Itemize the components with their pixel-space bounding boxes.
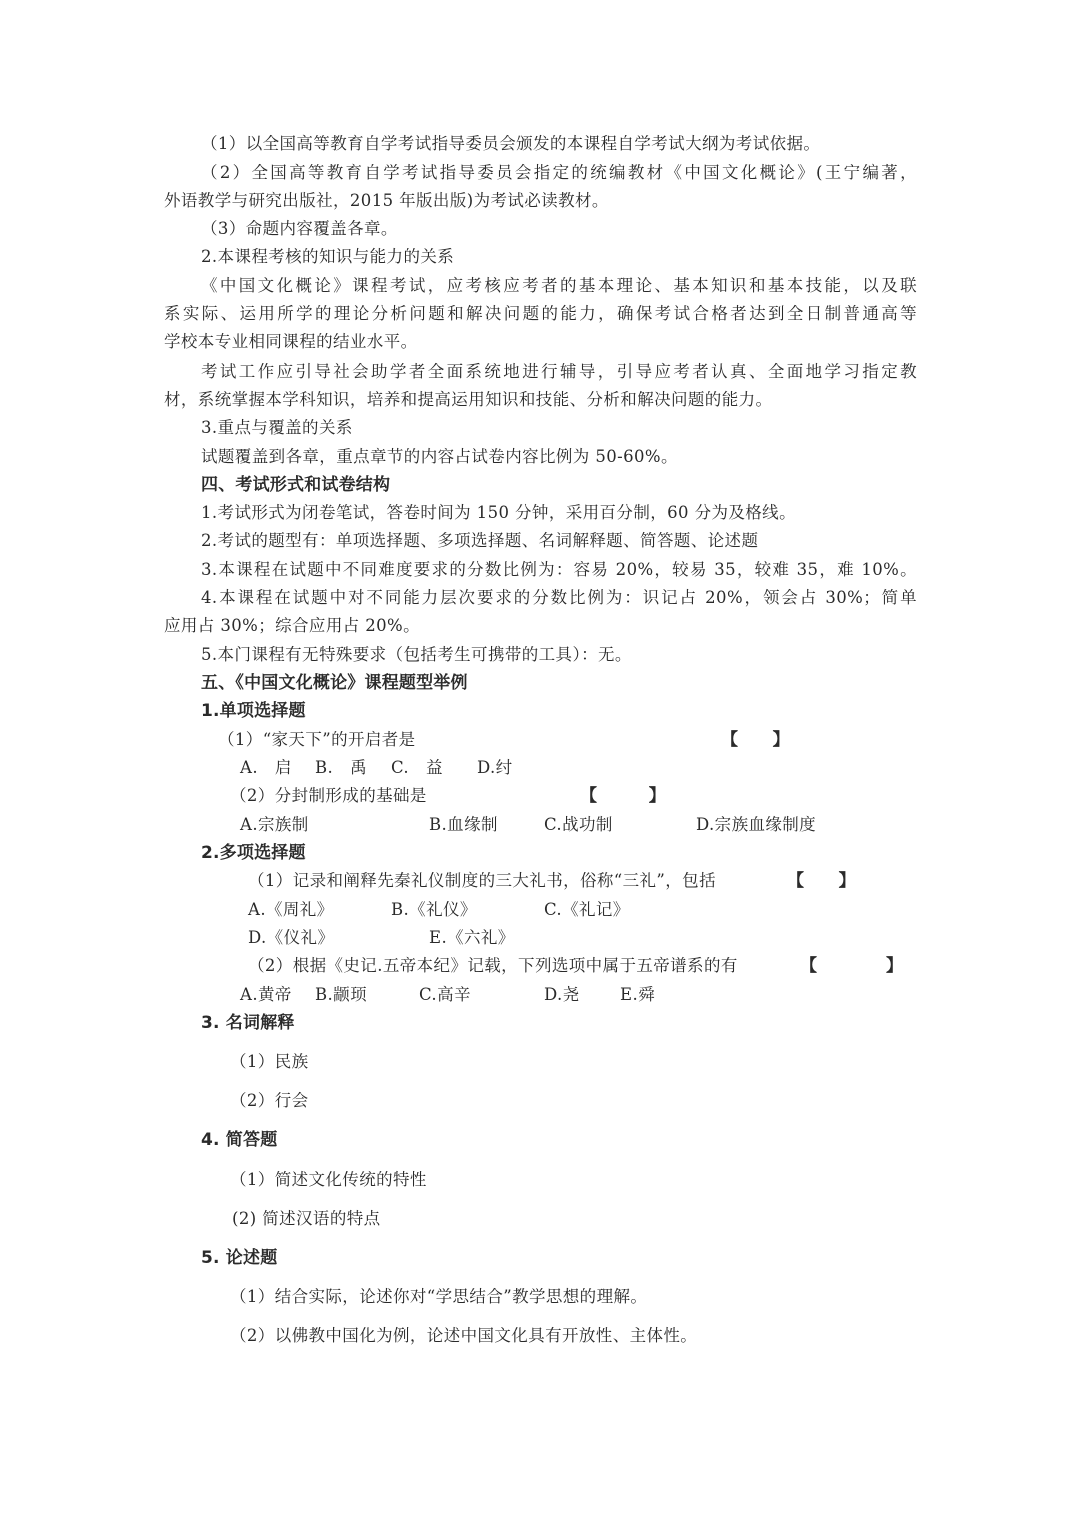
knowledge-heading: 2.本课程考核的知识与能力的关系 (201, 247, 455, 266)
knowledge-p1-line-3: 学校本专业相同课程的结业水平。 (164, 332, 418, 351)
single-q2-option-b: B.血缘制 (429, 815, 498, 834)
terms-item-1: （1）民族 (230, 1052, 309, 1071)
multi-q1-option-a: A.《周礼》 (248, 900, 334, 919)
focus-heading: 3.重点与覆盖的关系 (201, 418, 353, 437)
single-q2-option-d: D.宗族血缘制度 (696, 815, 817, 834)
multi-q1: （1）记录和阐释先秦礼仪制度的三大礼书，俗称“三礼”，包括 (248, 871, 716, 890)
knowledge-p1-line-2: 系实际、运用所学的理论分析问题和解决问题的能力，确保考试合格者达到全日制普通高等 (164, 304, 917, 323)
multi-q2-bracket: 【 】 (800, 956, 904, 976)
single-q2-bracket: 【 】 (580, 786, 666, 806)
section4-item-2: 2.考试的题型有：单项选择题、多项选择题、名词解释题、简答题、论述题 (201, 531, 759, 550)
section4-item-4-line-1: 4.本课程在试题中对不同能力层次要求的分数比例为：识记占 20%，领会占 30%；简单 (201, 588, 917, 607)
basis-item-2-line-1: （2）全国高等教育自学考试指导委员会指定的统编教材《中国文化概论》(王宁编著， (201, 163, 917, 182)
multi-q2-option-c: C.高辛 (419, 985, 471, 1004)
single-q2: （2）分封制形成的基础是 (230, 786, 427, 805)
multi-q1-option-b: B.《礼仪》 (391, 900, 477, 919)
single-q2-option-a: A.宗族制 (240, 815, 309, 834)
single-q1-option-a: A. 启 (240, 758, 292, 777)
short-answer-item-2: (2) 简述汉语的特点 (232, 1209, 381, 1228)
basis-item-2-line-2: 外语教学与研究出版社，2015 年版出版)为考试必读教材。 (164, 191, 609, 210)
multi-q2-option-e: E.舜 (620, 985, 655, 1004)
multi-q1-bracket: 【 】 (787, 871, 856, 891)
terms-heading: 3. 名词解释 (201, 1013, 295, 1033)
knowledge-p2-line-1: 考试工作应引导社会助学者全面系统地进行辅导，引导应考者认真、全面地学习指定教 (201, 362, 917, 381)
section4-item-3: 3.本课程在试题中不同难度要求的分数比例为：容易 20%，较易 35，较难 35，难 10%。 (201, 560, 917, 579)
multi-q2-option-a: A.黄帝 (240, 985, 292, 1004)
single-q2-option-c: C.战功制 (544, 815, 613, 834)
multi-q1-option-d: D.《仪礼》 (248, 928, 335, 947)
single-q1-option-d: D.纣 (477, 758, 513, 777)
section4-heading: 四、考试形式和试卷结构 (201, 475, 391, 495)
single-q1-option-c: C. 益 (391, 758, 443, 777)
multi-q1-option-c: C.《礼记》 (544, 900, 630, 919)
multi-q2-option-d: D.尧 (544, 985, 580, 1004)
terms-item-2: （2）行会 (230, 1091, 309, 1110)
essay-item-1: （1）结合实际，论述你对“学思结合”教学思想的理解。 (230, 1287, 648, 1306)
short-answer-item-1: （1）简述文化传统的特性 (230, 1170, 427, 1189)
knowledge-p1-line-1: 《中国文化概论》课程考试，应考核应考者的基本理论、基本知识和基本技能，以及联 (201, 276, 917, 295)
knowledge-p2-line-2: 材，系统掌握本学科知识，培养和提高运用知识和技能、分析和解决问题的能力。 (164, 390, 773, 409)
single-q1-bracket: 【 】 (721, 730, 790, 750)
basis-item-1: （1）以全国高等教育自学考试指导委员会颁发的本课程自学考试大纲为考试依据。 (201, 134, 821, 153)
section5-heading: 五、《中国文化概论》课程题型举例 (201, 673, 468, 693)
multi-q2-option-b: B.颛顼 (315, 985, 367, 1004)
multi-q1-option-e: E.《六礼》 (429, 928, 515, 947)
multi-q2: （2）根据《史记.五帝本纪》记载，下列选项中属于五帝谱系的有 (248, 956, 738, 975)
section4-item-5: 5.本门课程有无特殊要求（包括考生可携带的工具）：无。 (201, 645, 632, 664)
single-q1-option-b: B. 禹 (315, 758, 367, 777)
multi-choice-heading: 2.多项选择题 (201, 843, 306, 863)
basis-item-3: （3）命题内容覆盖各章。 (201, 219, 398, 238)
focus-text: 试题覆盖到各章，重点章节的内容占试卷内容比例为 50-60%。 (201, 447, 678, 466)
section4-item-1: 1.考试形式为闭卷笔试，答卷时间为 150 分钟，采用百分制，60 分为及格线。 (201, 503, 796, 522)
single-choice-heading: 1.单项选择题 (201, 701, 306, 721)
single-q1: （1）“家天下”的开启者是 (218, 730, 416, 749)
short-answer-heading: 4. 简答题 (201, 1130, 278, 1150)
essay-item-2: （2）以佛教中国化为例，论述中国文化具有开放性、主体性。 (230, 1326, 698, 1345)
essay-heading: 5. 论述题 (201, 1248, 278, 1268)
section4-item-4-line-2: 应用占 30%；综合应用占 20%。 (164, 616, 421, 635)
